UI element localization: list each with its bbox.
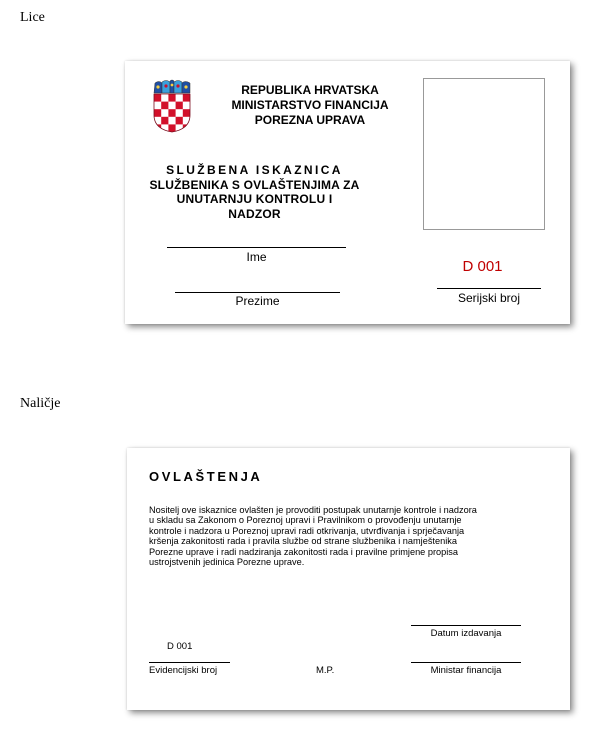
record-line xyxy=(149,662,230,663)
text-line: u skladu sa Zakonom o Poreznoj upravi i Pravilnikom o provođenju unutarnje xyxy=(149,515,462,526)
title-line: UNUTARNJU KONTROLU I xyxy=(176,192,333,206)
text-line: Nositelj ove iskaznice ovlašten je provoditi postupak unutarnje kontrole i nadzora xyxy=(149,505,477,515)
text-line: Porezne uprave i radi nadziranja zakonitosti rada i pravilne primjene propisa xyxy=(149,546,458,557)
org-line: MINISTARSTVO FINANCIJA xyxy=(231,98,389,112)
minister-label: Ministar financija xyxy=(430,665,502,676)
name-line xyxy=(167,247,346,248)
date-line xyxy=(411,625,521,626)
authorization-text xyxy=(149,505,549,567)
serial-label: Serijski broj xyxy=(457,291,520,305)
stamp-placeholder: M.P. xyxy=(316,665,335,676)
surname-label: Prezime xyxy=(235,294,280,308)
id-card-front xyxy=(125,61,570,324)
back-side-label: Naličje xyxy=(20,396,61,411)
serial-number: D 001 xyxy=(462,258,503,275)
minister-line xyxy=(411,662,521,663)
surname-line xyxy=(175,292,340,293)
record-number: D 001 xyxy=(167,641,193,652)
photo-box xyxy=(423,78,545,230)
croatian-coat-of-arms-icon xyxy=(151,79,193,133)
title-line: NADZOR xyxy=(228,206,281,221)
authorizations-title: OVLAŠTENJA xyxy=(149,469,263,484)
text-line: kršenja zakonitosti rada i pravila službe od strane službenika i namještenika xyxy=(149,536,457,547)
date-label: Datum izdavanja xyxy=(430,628,502,639)
org-line: POREZNA UPRAVA xyxy=(254,113,366,127)
serial-line xyxy=(437,288,541,289)
organization-name xyxy=(220,83,400,128)
front-side-label: Lice xyxy=(20,10,45,25)
text-line: ustrojstvenih jedinica Porezne uprave. xyxy=(149,557,305,568)
record-label: Evidencijski broj xyxy=(149,665,218,676)
title-line: SLUŽBENIKA S OVLAŠTENJIMA ZA xyxy=(149,177,360,192)
org-line: REPUBLIKA HRVATSKA xyxy=(241,83,379,97)
document-title xyxy=(137,163,372,221)
id-card-back xyxy=(127,448,570,710)
name-label: Ime xyxy=(246,250,267,264)
text-line: kontrole i nadzora u Poreznoj upravi radi otkrivanja, utvrđivanja i sprječavanja xyxy=(149,525,465,536)
title-line: SLUŽBENA ISKAZNICA xyxy=(166,163,343,177)
